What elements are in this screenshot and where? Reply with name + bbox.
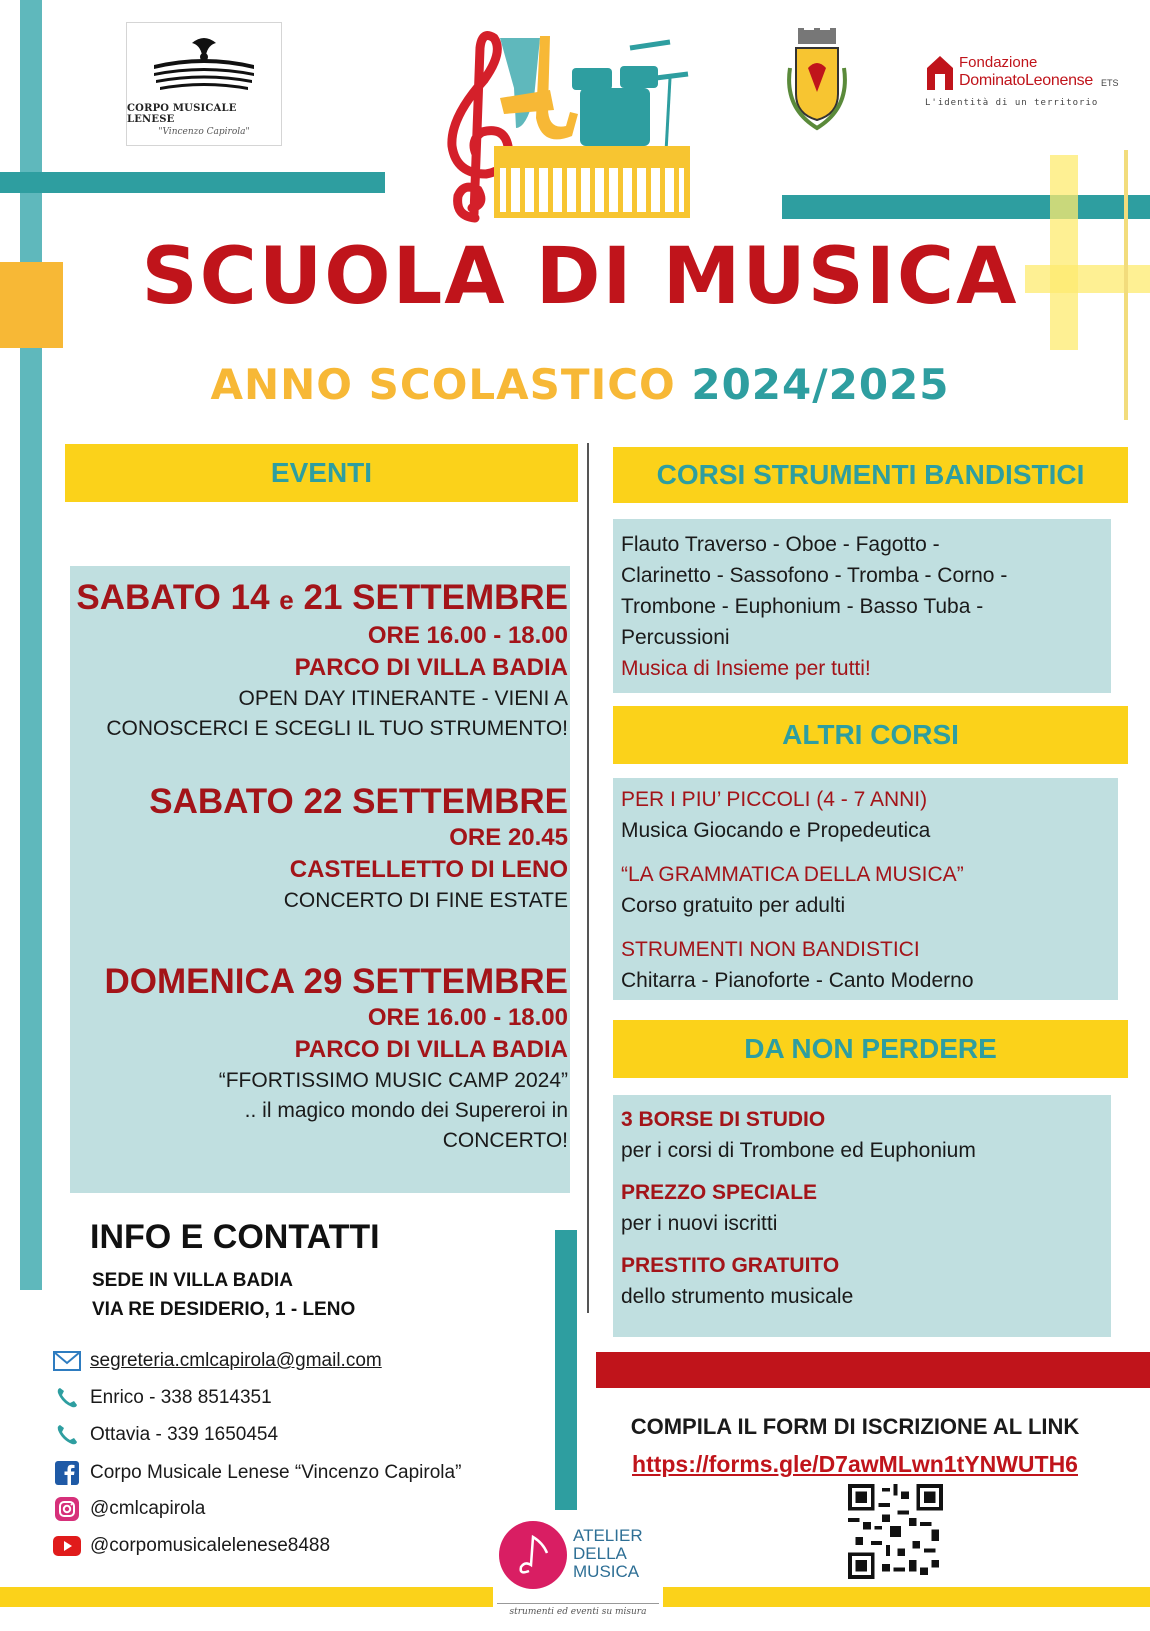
subtitle-year: 2024/2025 [691, 360, 950, 409]
altri-corsi-text: Musica Giocando e Propedeutica [621, 819, 931, 842]
deco-bar-right-yellow-2 [1025, 265, 1150, 293]
coat-of-arms-icon [782, 28, 852, 138]
fondazione-tagline: L'identità di un territorio [925, 98, 1099, 108]
contact-instagram[interactable] [52, 1494, 205, 1524]
dnp-text: dello strumento musicale [621, 1285, 854, 1308]
youtube-icon [52, 1534, 82, 1558]
altri-corsi-label: PER I PIU’ PICCOLI (4 - 7 ANNI) [621, 788, 928, 811]
dnp-label: PRESTITO GRATUITO [621, 1254, 840, 1277]
mail-icon [52, 1349, 82, 1373]
event-item-2 [70, 782, 568, 916]
corsi-line: Percussioni [621, 626, 730, 649]
atelier-tagline: strumenti ed eventi su misura [497, 1603, 659, 1617]
dnp-label: PREZZO SPECIALE [621, 1181, 818, 1204]
event-place: PARCO DI VILLA BADIA [294, 654, 568, 681]
cml-emblem-icon [144, 35, 264, 95]
youtube-text: @corpomusicalelenese8488 [90, 1535, 331, 1556]
event-desc: OPEN DAY ITINERANTE - VIENI A [238, 687, 568, 710]
deco-bar-right-yellow-1 [1050, 155, 1078, 350]
atelier-line2: DELLA [573, 1544, 627, 1563]
corsi-bandistici-header: CORSI STRUMENTI BANDISTICI [613, 447, 1128, 503]
facebook-icon [52, 1461, 82, 1485]
dnp-text: per i corsi di Trombone ed Euphonium [621, 1139, 976, 1162]
event-place: PARCO DI VILLA BADIA [294, 1036, 568, 1063]
column-divider [587, 443, 589, 1313]
dnp-text: per i nuovi iscritti [621, 1212, 778, 1235]
event-date-conj: e [279, 585, 294, 615]
event-time: ORE 16.00 - 18.00 [367, 622, 568, 649]
deco-bar-left-vertical [20, 0, 42, 1290]
dnp-label: 3 BORSE DI STUDIO [621, 1108, 826, 1131]
event-desc: “FFORTISSIMO MUSIC CAMP 2024” [218, 1069, 568, 1092]
email-link[interactable]: segreteria.cmlcapirola@gmail.com [90, 1350, 382, 1371]
phone-text: Enrico - 338 8514351 [90, 1387, 272, 1408]
deco-bar-right-thin [1124, 150, 1128, 420]
event-place: CASTELLETTO DI LENO [289, 856, 568, 883]
cml-subtitle: "Vincenzo Capirola" [158, 127, 250, 137]
contact-email[interactable] [52, 1346, 382, 1376]
altri-corsi-text: Chitarra - Pianoforte - Canto Moderno [621, 969, 974, 992]
event-time: ORE 16.00 - 18.00 [367, 1004, 568, 1031]
instagram-text: @cmlcapirola [90, 1498, 206, 1519]
qr-code-icon [848, 1484, 943, 1579]
phone-text: Ottavia - 339 1650454 [90, 1424, 279, 1445]
deco-bar-red [596, 1352, 1150, 1388]
event-desc: CONCERTO! [442, 1129, 568, 1152]
event-date: SABATO 22 SETTEMBRE [149, 782, 568, 821]
fondazione-house-icon [925, 54, 955, 90]
deco-bar-bottom-vertical [555, 1230, 577, 1510]
da-non-perdere-header: DA NON PERDERE [613, 1020, 1128, 1078]
altri-corsi-label: STRUMENTI NON BANDISTICI [621, 938, 920, 961]
cml-logo [126, 22, 282, 146]
form-title: COMPILA IL FORM DI ISCRIZIONE AL LINK [630, 1414, 1080, 1439]
corsi-line: Clarinetto - Sassofono - Tromba - Corno - [621, 564, 1008, 587]
page-subtitle [180, 360, 980, 409]
event-desc: CONOSCERCI E SCEGLI IL TUO STRUMENTO! [106, 717, 568, 740]
event-date: DOMENICA 29 SETTEMBRE [104, 962, 568, 1001]
atelier-line1: ATELIER [573, 1526, 643, 1545]
info-title: INFO E CONTATTI [90, 1218, 380, 1256]
info-address-line1: SEDE IN VILLA BADIA [92, 1270, 293, 1291]
event-desc: CONCERTO DI FINE ESTATE [283, 889, 568, 912]
deco-bar-top-left [0, 172, 385, 193]
info-address-line2: VIA RE DESIDERIO, 1 - LENO [92, 1299, 356, 1320]
contact-phone-1 [52, 1383, 272, 1413]
da-non-perdere-card [613, 1095, 1111, 1337]
event-date-rest: 21 SETTEMBRE [303, 578, 568, 617]
fondazione-line1: Fondazione [959, 54, 1038, 71]
atelier-line3: MUSICA [573, 1562, 640, 1581]
cml-name: CORPO MUSICALE LENESE [127, 103, 237, 125]
fondazione-ets: ETS [1101, 78, 1119, 88]
contact-phone-2 [52, 1420, 278, 1450]
contact-youtube[interactable] [52, 1531, 330, 1561]
contact-facebook[interactable] [52, 1458, 461, 1488]
phone-icon [52, 1423, 82, 1447]
corsi-line: Flauto Traverso - Oboe - Fagotto - [621, 533, 940, 556]
deco-block-left-orange [0, 262, 63, 348]
event-time: ORE 20.45 [449, 824, 568, 851]
corsi-line: Trombone - Euphonium - Basso Tuba - [621, 595, 984, 618]
corsi-bandistici-card [613, 519, 1111, 693]
page-title: SCUOLA DI MUSICA [141, 232, 1019, 322]
instagram-icon [52, 1497, 82, 1521]
event-desc: .. il magico mondo dei Supereroi in [244, 1099, 568, 1122]
altri-corsi-header: ALTRI CORSI [613, 706, 1128, 764]
subtitle-prefix: ANNO SCOLASTICO [210, 360, 676, 409]
phone-icon [52, 1386, 82, 1410]
facebook-text: Corpo Musicale Lenese “Vincenzo Capirola” [90, 1462, 462, 1483]
form-link[interactable]: https://forms.gle/D7awMLwn1tYNWUTH6 [632, 1451, 1078, 1477]
event-date [70, 578, 568, 620]
fondazione-logo [925, 50, 1125, 120]
atelier-logo [493, 1515, 663, 1625]
event-date-main: SABATO 14 [76, 578, 270, 617]
event-item-3 [70, 962, 568, 1156]
altri-corsi-label: “LA GRAMMATICA DELLA MUSICA” [621, 863, 964, 886]
atelier-note-icon [499, 1521, 567, 1589]
instruments-illustration [430, 28, 720, 228]
deco-bar-top-right [782, 195, 1150, 219]
altri-corsi-card [613, 778, 1118, 1000]
events-header: EVENTI [65, 444, 578, 502]
altri-corsi-text: Corso gratuito per adulti [621, 894, 846, 917]
corsi-highlight: Musica di Insieme per tutti! [621, 657, 871, 680]
fondazione-line2: DominatoLeonense [959, 72, 1093, 89]
event-item-1 [70, 578, 568, 744]
